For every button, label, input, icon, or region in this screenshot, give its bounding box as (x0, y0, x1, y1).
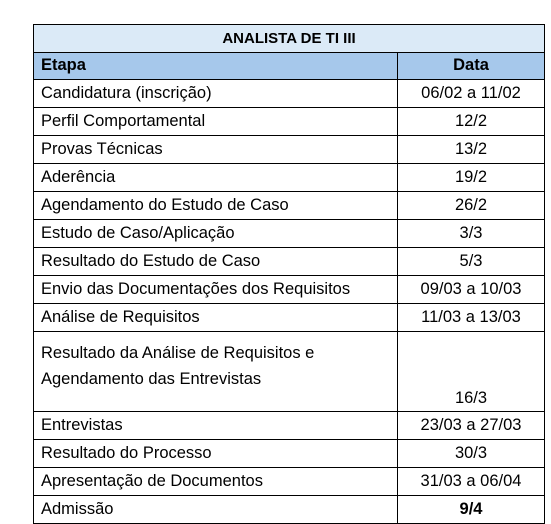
date-cell: 26/2 (398, 192, 545, 220)
table-row (34, 80, 545, 108)
date-cell: 16/3 (398, 332, 545, 412)
stage-cell: Resultado do Processo (34, 440, 398, 468)
date-cell: 13/2 (398, 136, 545, 164)
table-header-row (34, 53, 545, 80)
date-column-header: Data (398, 53, 545, 80)
table-title-row (34, 25, 545, 53)
stage-cell: Entrevistas (34, 412, 398, 440)
stage-cell: Envio das Documentações dos Requisitos (34, 276, 398, 304)
table-row (34, 496, 545, 524)
stage-cell: Análise de Requisitos (34, 304, 398, 332)
stage-cell: Resultado do Estudo de Caso (34, 248, 398, 276)
table-row (34, 164, 545, 192)
stage-cell: Admissão (34, 496, 398, 524)
stage-cell: Candidatura (inscrição) (34, 80, 398, 108)
stage-cell: Provas Técnicas (34, 136, 398, 164)
table-row (34, 192, 545, 220)
stage-cell: Resultado da Análise de Requisitos e Agendamento das Entrevistas (34, 332, 398, 412)
date-cell: 31/03 a 06/04 (398, 468, 545, 496)
table-row (34, 412, 545, 440)
stage-cell: Apresentação de Documentos (34, 468, 398, 496)
stage-cell: Estudo de Caso/Aplicação (34, 220, 398, 248)
stage-column-header: Etapa (34, 53, 398, 80)
table-row (34, 220, 545, 248)
stage-cell: Agendamento do Estudo de Caso (34, 192, 398, 220)
date-cell: 9/4 (398, 496, 545, 524)
date-cell: 30/3 (398, 440, 545, 468)
stage-cell: Perfil Comportamental (34, 108, 398, 136)
table-row (34, 468, 545, 496)
date-cell: 19/2 (398, 164, 545, 192)
table-row (34, 304, 545, 332)
table-row (34, 332, 545, 412)
date-cell: 11/03 a 13/03 (398, 304, 545, 332)
date-cell: 3/3 (398, 220, 545, 248)
date-cell: 5/3 (398, 248, 545, 276)
table-title: ANALISTA DE TI III (34, 25, 545, 53)
date-cell: 12/2 (398, 108, 545, 136)
table-row (34, 108, 545, 136)
date-cell: 23/03 a 27/03 (398, 412, 545, 440)
table-row (34, 440, 545, 468)
date-cell: 09/03 a 10/03 (398, 276, 545, 304)
stage-cell: Aderência (34, 164, 398, 192)
table-row (34, 136, 545, 164)
schedule-table (33, 24, 545, 524)
table-row (34, 248, 545, 276)
date-cell: 06/02 a 11/02 (398, 80, 545, 108)
table-row (34, 276, 545, 304)
